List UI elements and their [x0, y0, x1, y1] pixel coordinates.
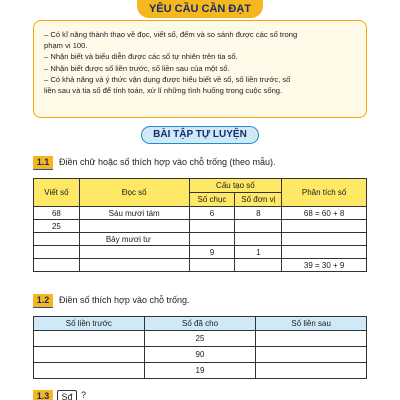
- table-cell: 39 = 30 + 9: [282, 259, 367, 272]
- table-row: [34, 331, 367, 347]
- table-cell[interactable]: [256, 363, 367, 379]
- table-cell: 68: [34, 207, 80, 220]
- table-cell[interactable]: [282, 233, 367, 246]
- table-cell[interactable]: [189, 259, 235, 272]
- exercise-2-instruction: Điền số thích hợp vào chỗ trống.: [59, 295, 190, 305]
- table-cell: 6: [189, 207, 235, 220]
- number-box-label: Sđ: [57, 390, 77, 400]
- header-read: Đọc số: [79, 179, 189, 207]
- requirement-line: – Có kĩ năng thành thạo về đọc, viết số, đếm và so sánh được các số trong: [44, 30, 298, 39]
- table-cell[interactable]: [282, 220, 367, 233]
- table-row: [34, 220, 367, 233]
- exercise-3-badge: 1.3: [33, 390, 53, 400]
- exercise-2-badge: 1.2: [33, 294, 53, 307]
- table-cell[interactable]: [34, 331, 145, 347]
- header-given: Số đã cho: [144, 317, 256, 331]
- table-cell[interactable]: [34, 347, 145, 363]
- question-mark: ?: [81, 390, 87, 400]
- exercise-1-instruction: Điền chữ hoặc số thích hợp vào chỗ trống (theo mẫu).: [59, 157, 276, 167]
- exercise-2-badge-underline: [33, 307, 53, 308]
- table-cell[interactable]: [34, 259, 80, 272]
- exercise-2-table: [33, 316, 367, 379]
- table-cell[interactable]: [235, 220, 282, 233]
- table-cell[interactable]: [189, 233, 235, 246]
- requirement-line: – Có khả năng và ý thức vận dụng được hiểu biết về số, số liền trước, số: [44, 74, 291, 84]
- header-prev: Số liền trước: [34, 317, 145, 331]
- table-cell[interactable]: [79, 220, 189, 233]
- table-cell: 25: [144, 331, 256, 347]
- table-cell[interactable]: [189, 220, 235, 233]
- table-cell[interactable]: [256, 331, 367, 347]
- table-row: [34, 246, 367, 259]
- requirements-box: [33, 20, 367, 118]
- table-cell[interactable]: [235, 259, 282, 272]
- table-cell[interactable]: [282, 246, 367, 259]
- requirements-title: YÊU CẦU CẦN ĐẠT: [137, 0, 263, 18]
- header-write: Viết số: [34, 179, 80, 207]
- table-cell: Sáu mươi tám: [79, 207, 189, 220]
- table-cell[interactable]: [34, 233, 80, 246]
- table-cell[interactable]: [79, 259, 189, 272]
- table-cell: 25: [34, 220, 80, 233]
- header-structure: Cấu tạo số: [189, 179, 282, 193]
- table-row: [34, 233, 367, 246]
- table-cell[interactable]: [256, 347, 367, 363]
- table-cell: 19: [144, 363, 256, 379]
- exercise-1-badge-underline: [33, 169, 53, 170]
- practice-title: BÀI TẬP TỰ LUYỆN: [141, 126, 259, 144]
- header-next: Số liền sau: [256, 317, 367, 331]
- table-row: [34, 207, 367, 220]
- table-cell[interactable]: [34, 363, 145, 379]
- table-cell: 8: [235, 207, 282, 220]
- requirement-line: liền sau và tia số để tính toán, xử lí những tình huống trong cuộc sống.: [44, 86, 283, 96]
- table-cell[interactable]: [34, 246, 80, 259]
- header-tens: Số chục: [189, 193, 235, 207]
- table-cell: 9: [189, 246, 235, 259]
- table-cell: 68 = 60 + 8: [282, 207, 367, 220]
- requirement-line: – Nhận biết được số liền trước, số liền sau của một số.: [44, 63, 230, 73]
- table-cell: 1: [235, 246, 282, 259]
- exercise-1-table: [33, 178, 367, 272]
- header-units: Số đơn vị: [235, 193, 282, 207]
- table-row: [34, 363, 367, 379]
- requirement-line: phạm vi 100.: [44, 41, 88, 51]
- exercise-1-badge: 1.1: [33, 156, 53, 169]
- table-cell: 90: [144, 347, 256, 363]
- requirement-line: – Nhận biết và biểu diễn được các số tự nhiên trên tia số.: [44, 52, 238, 62]
- table-cell: Bảy mươi tư: [79, 233, 189, 246]
- table-cell[interactable]: [235, 233, 282, 246]
- table-cell[interactable]: [79, 246, 189, 259]
- table-row: [34, 259, 367, 272]
- header-analysis: Phân tích số: [282, 179, 367, 207]
- table-row: [34, 347, 367, 363]
